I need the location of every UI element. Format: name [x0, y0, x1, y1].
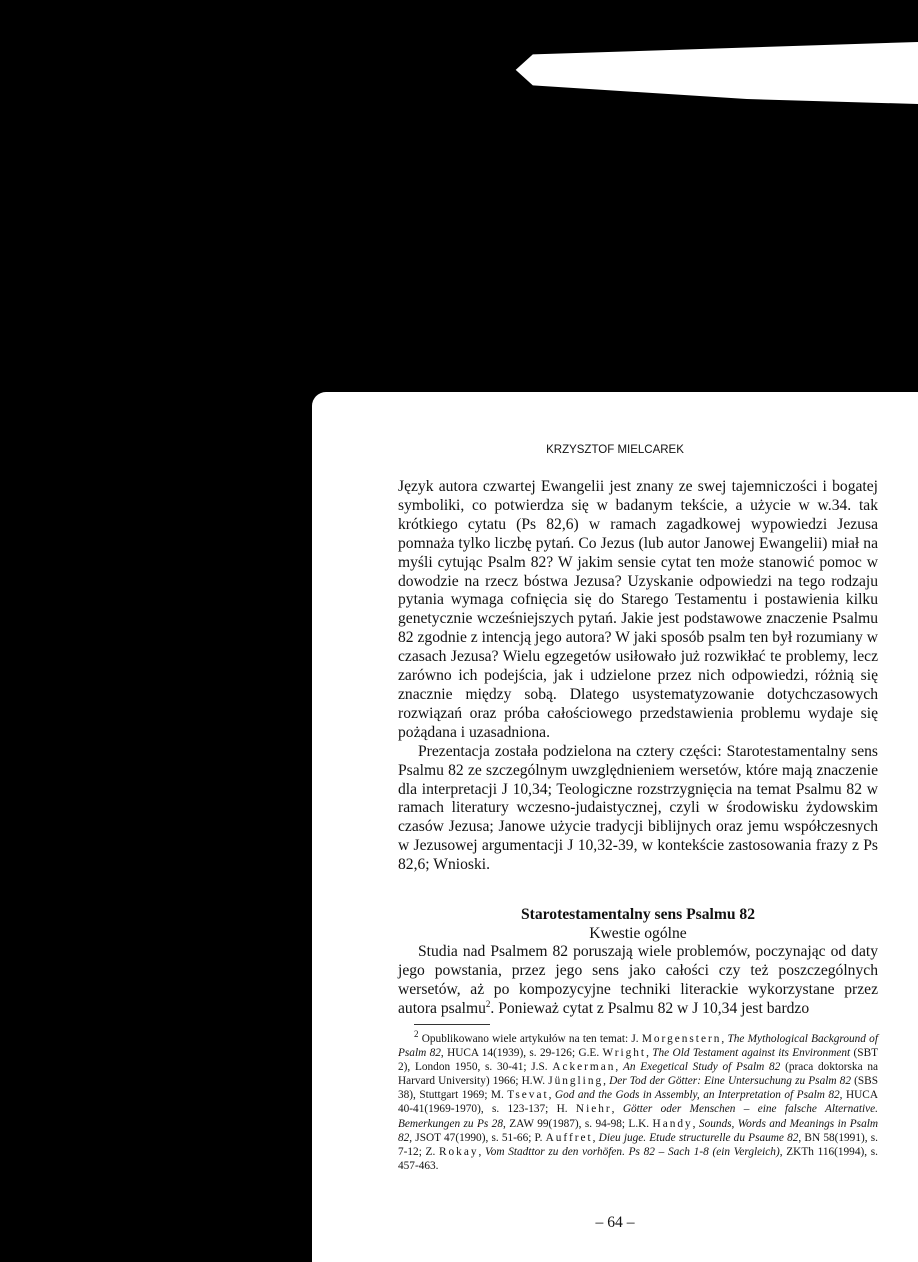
footnote-author: Jüngling — [548, 1075, 604, 1088]
footnote-author: Handy — [652, 1117, 693, 1130]
footnote-text: , ZAW 99(1987), s. 94-98; L.K. — [502, 1117, 653, 1130]
paragraph-3-text: Studia nad Psalmem 82 poruszają wiele problemów, poczynając od daty jego powstania, przez jego sens jako całości czy też poszczególnych wersetów, aż po kompozycyjne techniki literackie wykorzystane przez autora psalmu — [398, 943, 878, 1017]
footnote-author: Morgenstern — [641, 1033, 722, 1045]
footnote-text: , HUCA 40-41(1969-1970), s. 123-137; H. — [398, 1089, 878, 1116]
footnote-title: An Exegetical Study of Psalm 82 — [622, 1061, 781, 1074]
footnote-text: , JSOT 47(1990), s. 51-66; P. — [409, 1131, 546, 1144]
footnote-text: , ZKTh 116(1994), s. 457-463. — [398, 1145, 878, 1172]
footnote-text: , — [721, 1033, 728, 1045]
footnote-author: Auffret — [545, 1131, 593, 1144]
footnote-title: The Old Testament against its Environment — [652, 1047, 851, 1060]
footnote-rule — [414, 1024, 490, 1025]
footnote-number: 2 — [414, 1029, 419, 1040]
scan-edge-artifact — [490, 42, 918, 104]
section-title: Starotestamentalny sens Psalmu 82 — [520, 906, 756, 924]
footnote-text: , — [692, 1117, 699, 1130]
footnote-ref[interactable]: 2 — [485, 998, 491, 1009]
footnote-title: Der Tod der Götter: Eine Untersuchung zu Psalm 82 — [609, 1075, 851, 1088]
footnote-body — [398, 1033, 878, 1172]
footnote-text: Opublikowano wiele artykułów na ten temat: J. — [418, 1033, 642, 1045]
footnote-text: , — [592, 1131, 599, 1144]
footnote-text: (praca doktorska na Harvard University) 1966; H.W. — [398, 1061, 878, 1088]
footnote-text: (SBS 38), Stuttgart 1969; M. — [398, 1075, 878, 1102]
footnote-text: , — [478, 1145, 486, 1158]
footnote-text: , — [615, 1061, 623, 1074]
footnote-title: Sounds, Words and Meanings in Psalm 82 — [398, 1117, 879, 1144]
main-text — [398, 478, 878, 1019]
book-page — [312, 392, 918, 1262]
paragraph-3-tail: . Ponieważ cytat z Psalmu 82 w J 10,34 jest bardzo — [490, 999, 810, 1017]
paragraph-3 — [398, 943, 878, 1019]
footnote-author: Tsevat — [507, 1089, 549, 1102]
footnote-author: Niehr — [575, 1103, 612, 1116]
footnote-text: , BN 58(1991), s. 7-12; Z. — [398, 1131, 878, 1158]
page-number: – 64 – — [595, 1214, 635, 1231]
footnote-text: (SBT 2), London 1950, s. 30-41; J.S. — [398, 1047, 879, 1074]
footnote-title: God and the Gods in Assembly, an Interpretation of Psalm 82 — [554, 1089, 840, 1102]
footnote-author: Rokay — [439, 1145, 479, 1158]
footnote-author: Ackerman — [552, 1061, 616, 1074]
footnote-author: Wright — [602, 1047, 647, 1060]
footnote-title: The Mythological Background of Psalm 82 — [398, 1033, 878, 1060]
footnote-text: , — [611, 1103, 623, 1116]
footnote-title: Vom Stadttor zu den vorhöfen. Ps 82 – Sach 1-8 (ein Vergleich) — [485, 1145, 780, 1158]
footnote-title: Götter oder Menschen – eine falsche Alternative. Bemerkungen zu Ps 28 — [398, 1103, 878, 1130]
paragraph-1: Język autora czwartej Ewangelii jest znany ze swej tajemniczości i bogatej symboliki, co potwierdza się w badanym tekście, a użycie w w.34. tak krótkiego cytatu (Ps 82,6) w ramach zagadkowej wypowiedzi Jezusa pomnaża tylko liczbę pytań. Co Jezus (lub autor Janowej Ewangelii) miał na myśli cytując Psalm 82? W jakim sensie cytat ten może stanowić pomoc w dowodzie na rzecz bóstwa Jezusa? Uzyskanie odpowiedzi na tego rodzaju pytania wymaga cofnięcia się do Starego Testamentu i postawienia kilku genetycznie wcześniejszych pytań. Jakie jest podstawowe znaczenie Psalmu 82 zgodnie z intencją jego autora? W jaki sposób psalm ten był rozumiany w czasach Jezusa? Wielu egzegetów usiłowało już rozwikłać te problemy, lecz zarówno ich podejścia, jak i udzielone przez nich odpowiedzi, różnią się znacznie między sobą. Dlatego usystematyzowanie dotychczasowych rozwiązań oraz próba całościowego przedstawienia problemu wydaje się pożądana i uzasadniona. — [398, 478, 878, 741]
footnote-text: , — [603, 1075, 610, 1088]
paragraph-2: Prezentacja została podzielona na cztery części: Starotestamentalny sens Psalmu 82 ze szczególnym uwzględnieniem wersetów, które mają znaczenie dla interpretacji J 10,34; Teologiczne rozstrzygnięcia na temat Psalmu 82 w ramach literatury wczesno-judaistycznej, czyli w środowisku żydowskim czasów Jezusa; Janowe użycie tradycji biblijnych oraz jemu współczesnych w Jezusowej argumentacji J 10,32-39, w kontekście zastosowania frazy z Ps 82,6; Wnioski. — [398, 742, 878, 874]
subsection-title: Kwestie ogólne — [589, 925, 687, 943]
footnote-text: , — [646, 1047, 653, 1060]
running-header: KRZYSZTOF MIELCAREK — [546, 444, 684, 456]
footnote-title: Dieu juge. Etude structurelle du Psaume 82 — [598, 1131, 799, 1144]
footnote — [398, 1029, 879, 1173]
footnote-text: , HUCA 14(1939), s. 29-126; G.E. — [440, 1047, 603, 1060]
footnote-text: , — [548, 1089, 555, 1102]
